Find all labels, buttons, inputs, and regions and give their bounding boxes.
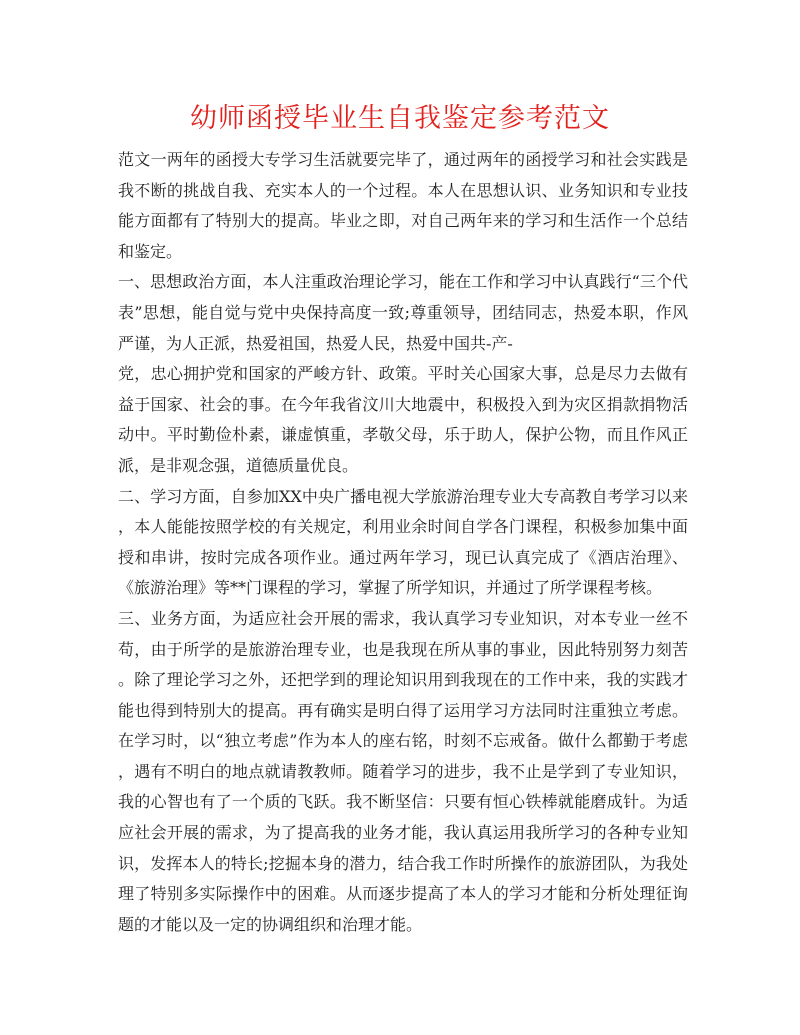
body-line: 授和串讲，按时完成各项作业。通过两年学习，现已认真完成了《酒店治理》、 (118, 547, 688, 567)
body-line: 三、业务方面，为适应社会开展的需求，我认真学习专业知识，对本专业一丝不 (118, 608, 688, 628)
body-line: 识，发挥本人的特长;挖掘本身的潜力，结合我工作时所操作的旅游团队，为我处 (118, 853, 688, 873)
body-line: 我的心智也有了一个质的飞跃。我不断坚信：只要有恒心铁棒就能磨成针。为适 (118, 792, 688, 812)
body-line: ，遇有不明白的地点就请教教师。随着学习的进步，我不止是学到了专业知识， (118, 761, 688, 781)
body-line: 能方面都有了特别大的提高。毕业之即，对自己两年来的学习和生活作一个总结 (118, 211, 688, 231)
body-line: 和鉴定。 (118, 241, 183, 261)
body-line: 苟，由于所学的是旅游治理专业，也是我现在所从事的事业，因此特别努力刻苦 (118, 639, 688, 659)
document-title: 幼师函授毕业生自我鉴定参考范文 (190, 103, 610, 134)
body-line: ，本人能能按照学校的有关规定，利用业余时间自学各门课程，积极参加集中面 (118, 517, 688, 537)
body-line: 在学习时，以“独立考虑”作为本人的座右铭，时刻不忘戒备。做什么都勤于考虑 (118, 731, 688, 751)
body-line: 我不断的挑战自我、充实本人的一个过程。本人在思想认识、业务知识和专业技 (118, 180, 688, 200)
body-line: 应社会开展的需求，为了提高我的业务才能，我认真运用我所学习的各种专业知 (118, 823, 688, 843)
body-line: 表”思想，能自觉与党中央保持高度一致;尊重领导，团结同志，热爱本职，作风 (118, 302, 688, 322)
body-line: 派，是非观念强，道德质量优良。 (118, 455, 359, 475)
body-line: 益于国家、社会的事。在今年我省汶川大地震中，积极投入到为灾区捐款捐物活 (118, 394, 688, 414)
body-line: 党，忠心拥护党和国家的严峻方针、政策。平时关心国家大事，总是尽力去做有 (118, 364, 688, 384)
body-line: 一、思想政治方面，本人注重政治理论学习，能在工作和学习中认真践行“三个代 (118, 272, 688, 292)
body-line: 能也得到特别大的提高。再有确实是明白得了运用学习方法同时注重独立考虑。 (118, 700, 688, 720)
body-line: 严谨，为人正派，热爱祖国，热爱人民，热爱中国共-产- (118, 333, 513, 353)
body-line: 。除了理论学习之外，还把学到的理论知识用到我现在的工作中来，我的实践才 (118, 670, 688, 690)
document-body (118, 145, 688, 940)
body-line: 理了特别多实际操作中的困难。从而逐步提高了本人的学习才能和分析处理征询 (118, 884, 688, 904)
body-line: 二、学习方面，自参加XX中央广播电视大学旅游治理专业大专高教自考学习以来 (118, 486, 688, 506)
body-line: 《旅游治理》等**门课程的学习，掌握了所学知识，并通过了所学课程考核。 (118, 578, 663, 598)
body-line: 题的才能以及一定的协调组织和治理才能。 (118, 914, 423, 934)
body-line: 动中。平时勤俭朴素，谦虚慎重，孝敬父母，乐于助人，保护公物，而且作风正 (118, 425, 688, 445)
body-line: 范文一两年的函授大专学习生活就要完毕了，通过两年的函授学习和社会实践是 (118, 150, 688, 169)
